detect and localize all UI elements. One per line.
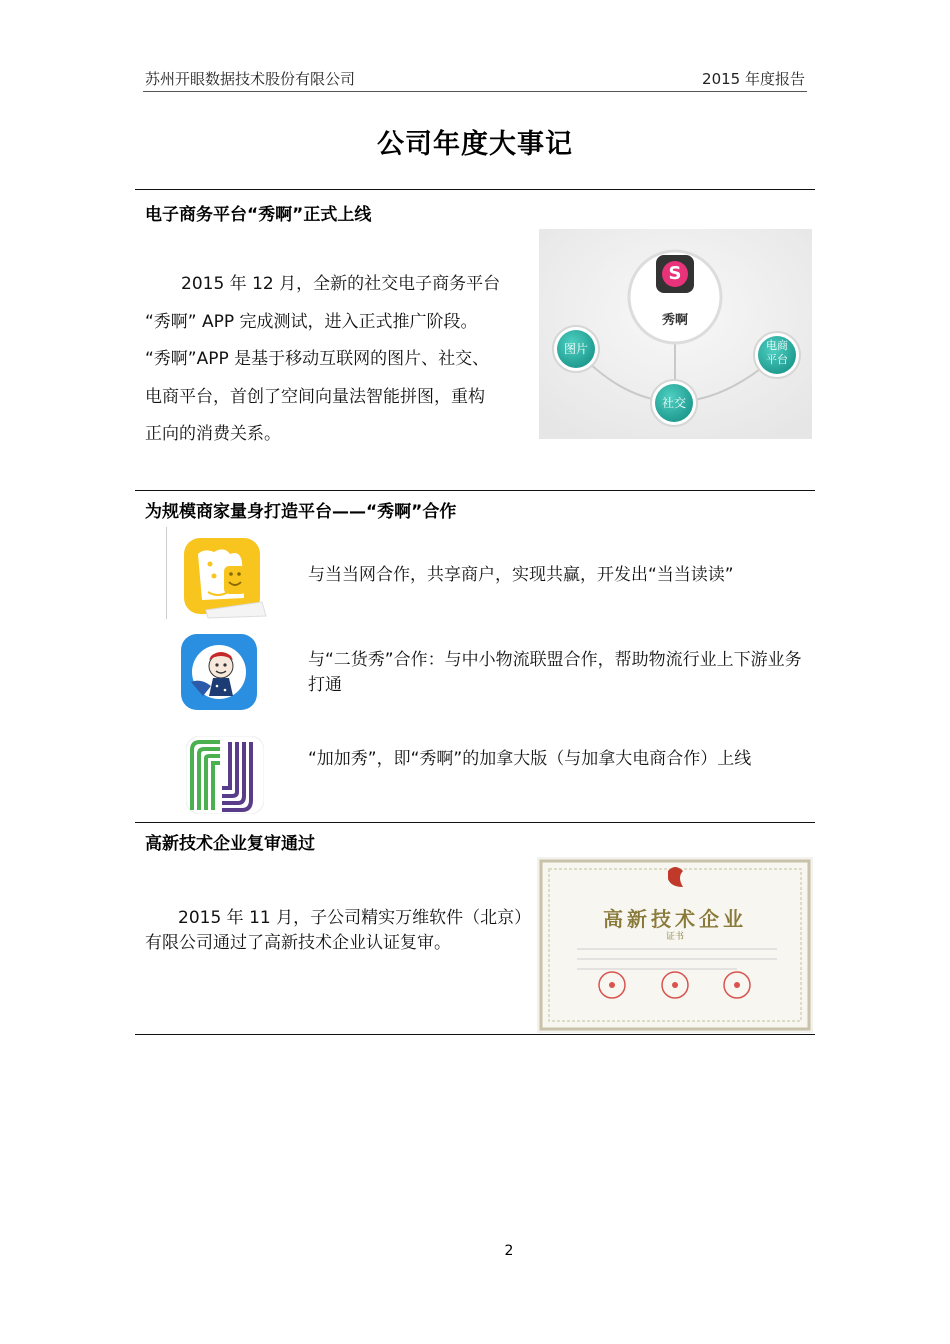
partner-item-text: 与“二货秀”合作：与中小物流联盟合作，帮助物流行业上下游业务打通	[308, 650, 802, 695]
diagram-node-pictures: 图片	[563, 342, 588, 356]
diagram-node-ecommerce-line: 平台	[766, 353, 788, 366]
xiua-diagram	[539, 229, 812, 439]
diagram-node-ecommerce-line: 电商	[766, 339, 788, 352]
jiajia-app-icon	[186, 736, 264, 818]
row-border	[166, 527, 167, 619]
header-rule	[143, 91, 807, 92]
section1-heading: 电子商务平台“秀啊”正式上线	[145, 205, 372, 225]
section-divider	[135, 1034, 815, 1035]
section1-paragraph	[145, 266, 530, 454]
section3-line: 2015 年 11 月，子公司精实万维软件（北京）	[178, 908, 532, 928]
section2-heading: 为规模商家量身打造平台——“秀啊”合作	[145, 502, 457, 522]
diagram-node-ecommerce	[757, 339, 797, 367]
section1-line: 2015 年 12 月，全新的社交电子商务平台	[181, 274, 501, 294]
section-divider	[135, 822, 815, 823]
section-divider	[135, 189, 815, 190]
xiua-logo-icon: S	[668, 263, 682, 284]
page-number: 2	[504, 1243, 514, 1259]
dangdang-app-icon	[184, 536, 272, 624]
section3-line: 有限公司通过了高新技术企业认证复审。	[145, 933, 451, 953]
header-report: 2015 年度报告	[702, 70, 805, 88]
section3-heading: 高新技术企业复审通过	[145, 834, 315, 854]
section1-line: 正向的消费关系。	[145, 424, 281, 444]
erhuo-app-icon	[181, 634, 257, 714]
partner-item-text: 与当当网合作，共享商户，实现共赢，开发出“当当读读”	[308, 565, 734, 585]
diagram-node-social: 社交	[661, 396, 686, 410]
certificate-subtitle: 证书	[665, 932, 684, 942]
page-title: 公司年度大事记	[377, 129, 573, 160]
certificate-title: 高新技术企业	[603, 907, 747, 931]
section-divider	[135, 490, 815, 491]
diagram-center-label: 秀啊	[661, 313, 688, 328]
certificate-image	[537, 857, 813, 1033]
partner-item-text: “加加秀”，即“秀啊”的加拿大版（与加拿大电商合作）上线	[308, 749, 752, 769]
header-company: 苏州开眼数据技术股份有限公司	[145, 70, 356, 88]
section1-line: “秀啊” APP 完成测试，进入正式推广阶段。	[145, 311, 478, 332]
section1-line: 电商平台，首创了空间向量法智能拼图，重构	[145, 386, 485, 407]
section1-line: “秀啊”APP 是基于移动互联网的图片、社交、	[145, 349, 490, 369]
section3-paragraph	[145, 906, 540, 956]
